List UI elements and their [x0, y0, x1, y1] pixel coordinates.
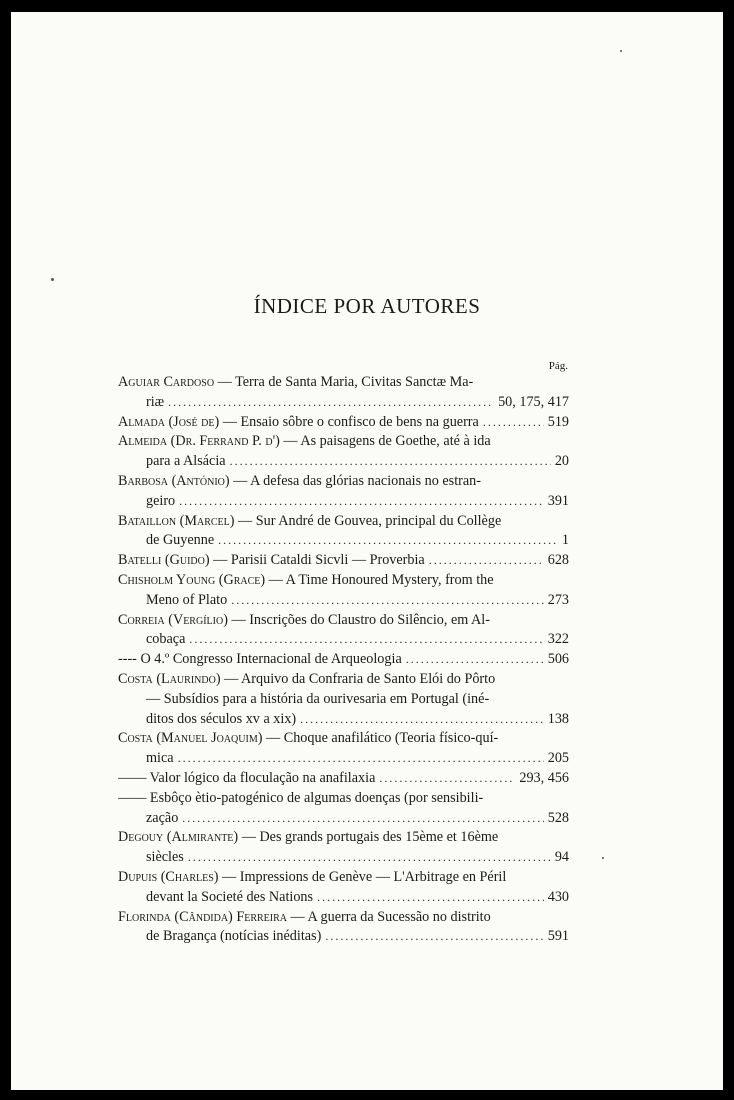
entry-author: Degouy (Almirante) — [118, 829, 239, 846]
dot-leader — [179, 492, 544, 512]
entry-title: Esbôço ètio-patogénico de algumas doenças (por sensibili- — [146, 789, 484, 806]
page-number: 506 — [547, 651, 569, 668]
entry-title: — Impressions de Genève — L'Arbitrage en Péril — [218, 868, 507, 885]
entry-title-end: de Bragança (notícias inéditas) — [146, 928, 322, 945]
entry-line — [118, 432, 569, 452]
index-entry — [118, 432, 569, 472]
entry-line — [118, 809, 569, 829]
dot-leader — [189, 630, 543, 650]
page-number: 1 — [561, 532, 569, 549]
entry-title-end: Valor lógico da floculação na anafilaxia — [146, 769, 376, 786]
index-entry — [118, 769, 569, 789]
index-entry — [118, 789, 569, 829]
entry-line: — Subsídios para a história da ourivesaria em Portugal (iné- — [146, 690, 490, 707]
dot-leader — [188, 848, 551, 868]
entry-title-end: para a Alsácia — [146, 453, 226, 470]
index-entry — [118, 650, 569, 670]
entry-author: Dupuis (Charles) — [118, 868, 219, 885]
entry-title-end: de Guyenne — [146, 532, 215, 549]
entry-author-repeat: —— — [118, 769, 147, 786]
dot-leader — [406, 650, 544, 670]
entry-line — [118, 650, 569, 670]
entry-title-end: ditos dos séculos xv a xix) — [146, 710, 297, 727]
entry-line — [118, 611, 569, 631]
dot-leader — [300, 710, 544, 730]
dot-leader — [379, 769, 515, 789]
dot-leader — [325, 927, 543, 947]
page-number: 322 — [547, 631, 569, 648]
dot-leader — [182, 809, 543, 829]
page-number: 20 — [554, 453, 569, 470]
page-speck — [51, 278, 54, 281]
dot-leader — [230, 452, 551, 472]
entry-title-end: cobaça — [146, 631, 186, 648]
index-entry — [118, 828, 569, 868]
index-entry — [118, 868, 569, 908]
entry-author: Almada (José de) — [118, 413, 220, 430]
page-number: 138 — [547, 710, 569, 727]
entry-author: Aguiar Cardoso — [118, 374, 215, 390]
entry-author: Almeida (Dr. Ferrand P. d') — [118, 433, 280, 450]
index-entry — [118, 413, 569, 433]
index-entry — [118, 472, 569, 512]
entry-title: — Choque anafilático (Teoria físico-quí- — [262, 730, 499, 747]
entry-title-end: geiro — [146, 492, 176, 509]
entry-title: — Des grands portugais des 15ème et 16ème — [238, 829, 499, 846]
entry-title-end: zação — [146, 809, 179, 826]
page-number: 205 — [547, 750, 569, 767]
entry-line — [118, 492, 569, 512]
entry-line — [118, 591, 569, 611]
entry-title: — A Time Honoured Mystery, from the — [265, 571, 494, 588]
entry-title: — A guerra da Sucessão no distrito — [287, 908, 491, 925]
entry-line — [118, 413, 569, 433]
entry-title: — Sur André de Gouvea, principal du Collège — [234, 512, 502, 529]
entry-line — [118, 512, 569, 532]
entry-title: — Inscrições do Claustro do Silêncio, em Al- — [227, 611, 490, 628]
page-number: 50, 175, 417 — [498, 393, 569, 410]
page-number: 519 — [547, 413, 569, 430]
entry-line — [118, 848, 569, 868]
entry-title: — Terra de Santa Maria, Civitas Sanctæ Ma- — [214, 374, 474, 390]
entry-title-end: — Parisii Cataldi Sicvli — Proverbia — [209, 552, 425, 569]
entry-author: Florinda (Cândida) Ferreira — [118, 908, 287, 925]
index-entry — [118, 611, 569, 651]
page-speck — [620, 50, 622, 52]
dot-leader — [231, 591, 544, 611]
page-number: 391 — [547, 492, 569, 509]
entry-title: — Arquivo da Confraria de Santo Elói do Pôrto — [220, 670, 496, 687]
entry-line — [118, 927, 569, 947]
entry-line — [118, 551, 569, 571]
page-column-header: Pág. — [548, 360, 568, 372]
page-number: 628 — [547, 552, 569, 569]
index-entry — [118, 670, 569, 729]
entry-author: Batelli (Guido) — [118, 552, 210, 569]
dot-leader — [168, 393, 494, 413]
entry-title: — As paisagens de Goethe, até à ida — [279, 433, 491, 450]
entry-title-end: devant la Societé des Nations — [146, 888, 314, 905]
index-entry — [118, 551, 569, 571]
entry-line — [118, 868, 569, 888]
entry-line — [118, 729, 569, 749]
entry-title-end: Meno of Plato — [146, 591, 228, 608]
dot-leader — [429, 551, 544, 571]
page-number: 528 — [547, 809, 569, 826]
entry-line — [118, 373, 569, 393]
entry-line — [118, 888, 569, 908]
entry-title-end: siècles — [146, 849, 184, 866]
index-entry — [118, 512, 569, 552]
page-number: 94 — [554, 849, 569, 866]
entry-line — [118, 769, 569, 789]
index-entry — [118, 729, 569, 769]
entry-title-end: O 4.º Congresso Internacional de Arqueologia — [136, 651, 402, 668]
entry-line — [118, 393, 569, 413]
entry-author: Correia (Vergílio) — [118, 611, 228, 628]
entry-author: Barbosa (António) — [118, 472, 230, 489]
dot-leader — [218, 531, 558, 551]
entry-line — [118, 670, 569, 690]
entry-title-end: riæ — [146, 393, 165, 410]
entry-author: Costa (Manuel Joaquim) — [118, 730, 263, 747]
page-speck — [602, 857, 604, 859]
entry-author-repeat: ---- — [118, 651, 137, 668]
entry-line — [118, 531, 569, 551]
entry-line — [118, 710, 569, 730]
entry-line — [118, 908, 569, 928]
entry-author: Chisholm Young (Grace) — [118, 571, 266, 588]
entry-line — [118, 571, 569, 591]
entry-line — [118, 789, 569, 809]
dot-leader — [178, 749, 544, 769]
entry-author: Costa (Laurindo) — [118, 670, 221, 687]
page-title: ÍNDICE POR AUTORES — [253, 294, 481, 318]
entry-line — [118, 472, 569, 492]
index-entry — [118, 373, 569, 413]
entry-title: — A defesa das glórias nacionais no estran- — [229, 472, 481, 489]
entry-author: Bataillon (Marcel) — [118, 512, 235, 529]
entry-title-end: — Ensaio sôbre o confisco de bens na guerra — [219, 413, 479, 430]
page-number: 430 — [547, 888, 569, 905]
entry-line — [118, 452, 569, 472]
entry-line — [118, 828, 569, 848]
entry-title-end: mica — [146, 750, 174, 767]
author-index-list — [118, 373, 569, 947]
dot-leader — [317, 888, 544, 908]
page-number: 293, 456 — [519, 769, 569, 786]
entry-line — [118, 630, 569, 650]
entry-author-repeat: —— — [118, 789, 147, 806]
index-entry — [118, 908, 569, 948]
index-entry — [118, 571, 569, 611]
page-number: 591 — [547, 928, 569, 945]
page-number: 273 — [547, 591, 569, 608]
entry-line — [118, 749, 569, 769]
dot-leader — [483, 413, 544, 433]
